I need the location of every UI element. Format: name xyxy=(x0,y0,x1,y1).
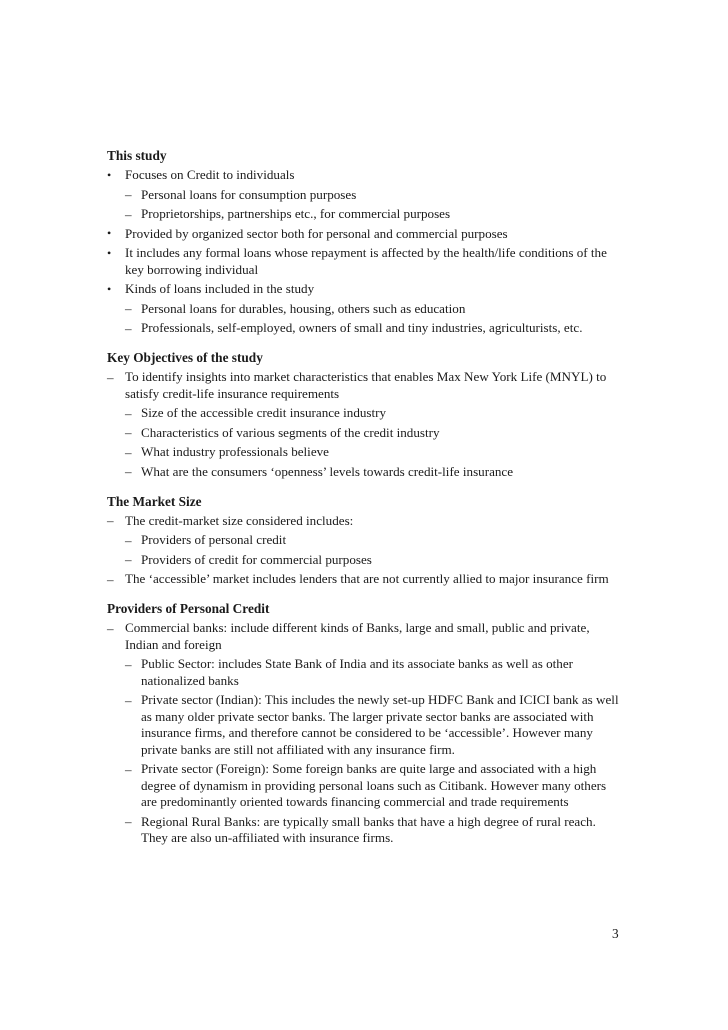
list-item-text: Commercial banks: include different kinds of Banks, large and small, public and private, Indian and foreign xyxy=(125,620,590,652)
section-heading: The Market Size xyxy=(107,493,202,509)
list-item xyxy=(107,166,622,186)
list-item xyxy=(107,511,622,531)
section xyxy=(107,348,622,482)
dash-marker: – xyxy=(107,620,114,636)
dash-marker: – xyxy=(107,571,114,587)
sub-list-item xyxy=(107,185,622,205)
dash-marker: – xyxy=(125,301,132,316)
dash-marker: – xyxy=(107,513,114,528)
dash-marker: – xyxy=(125,405,132,421)
list-item-text: Personal loans for consumption purposes xyxy=(141,186,357,202)
list-item-text: Characteristics of various segments of the credit industry xyxy=(141,424,440,440)
sub-list-item xyxy=(107,691,622,760)
list-item-text: Proprietorships, partnerships etc., for commercial purposes xyxy=(141,206,451,221)
list-item-text: Private sector (Indian): This includes the newly set-up HDFC Bank and ICICI bank as well as many older private sector banks. The larger private sector banks are associated with insurance firms, and therefore cannot be considered to be ‘accessible’. However many private banks are still not affiliated with any insurance firm. xyxy=(141,692,619,757)
dash-marker: – xyxy=(125,187,132,202)
list-item-text: The ‘accessible’ market includes lenders that are not currently allied to major insurance firm xyxy=(125,571,609,586)
list-item xyxy=(107,368,622,404)
list-item xyxy=(107,224,622,244)
list-item-text: Size of the accessible credit insurance industry xyxy=(141,405,387,420)
dash-marker: – xyxy=(107,369,114,385)
dash-marker: – xyxy=(125,320,132,336)
list-item-text: What are the consumers ‘openness’ levels towards credit-life insurance xyxy=(141,463,514,479)
list-item-text: Providers of credit for commercial purposes xyxy=(141,551,372,567)
bullet-marker: • xyxy=(107,167,112,182)
list-item-text: Regional Rural Banks: are typically small banks that have a high degree of rural reach. They are also un-affiliated with insurance firms. xyxy=(141,813,596,845)
section xyxy=(107,146,622,338)
bullet-marker: • xyxy=(107,281,112,296)
list-item-text: Professionals, self-employed, owners of small and tiny industries, agriculturists, etc. xyxy=(141,320,583,335)
list-item-text: Focuses on Credit to individuals xyxy=(125,167,295,182)
sub-list-item xyxy=(107,531,622,551)
section-heading: Key Objectives of the study xyxy=(107,350,263,365)
sub-list-item xyxy=(107,423,622,443)
section-heading: This study xyxy=(107,148,167,163)
list-item-text: Public Sector: includes State Bank of India and its associate banks as well as other nationalized banks xyxy=(141,656,573,688)
bullet-marker: • xyxy=(107,226,112,240)
list-item xyxy=(107,619,622,655)
dash-marker: – xyxy=(125,814,132,829)
dash-marker: – xyxy=(125,656,132,672)
list-item-text: Personal loans for durables, housing, others such as education xyxy=(141,300,466,316)
dash-marker: – xyxy=(125,532,132,548)
sub-list-item xyxy=(107,319,622,339)
sub-list-item xyxy=(107,404,622,424)
sub-list-item xyxy=(107,443,622,463)
sub-list-item xyxy=(107,812,622,848)
section xyxy=(107,492,622,590)
page-number: 3 xyxy=(612,926,619,941)
sub-list-item xyxy=(107,299,622,319)
sub-list-item xyxy=(107,655,622,691)
dash-marker: – xyxy=(125,444,132,460)
list-item-text: The credit-market size considered includes: xyxy=(125,512,354,528)
document-body xyxy=(107,146,622,858)
list-item xyxy=(107,570,622,590)
dash-marker: – xyxy=(125,761,132,777)
sub-list-item xyxy=(107,462,622,482)
dash-marker: – xyxy=(125,206,132,222)
list-item xyxy=(107,244,622,280)
sub-list-item xyxy=(107,550,622,570)
list-item xyxy=(107,280,622,300)
list-item-text: What industry professionals believe xyxy=(141,444,329,459)
section xyxy=(107,599,622,848)
section-heading: Providers of Personal Credit xyxy=(107,601,270,616)
list-item-text: It includes any formal loans whose repayment is affected by the health/life conditions of the key borrowing individual xyxy=(125,245,607,277)
dash-marker: – xyxy=(125,552,132,567)
list-item-text: Private sector (Foreign): Some foreign banks are quite large and associated with a high degree of dynamism in providing personal loans such as Citibank. However many others are predominantly oriented towards financing commercial and trade requirements xyxy=(141,761,607,809)
list-item-text: To identify insights into market characteristics that enables Max New York Life (MNYL) to satisfy credit-life insurance requirements xyxy=(125,369,607,401)
list-item-text: Kinds of loans included in the study xyxy=(125,281,315,296)
dash-marker: – xyxy=(125,464,132,479)
sub-list-item xyxy=(107,205,622,225)
dash-marker: – xyxy=(125,425,132,440)
list-item-text: Providers of personal credit xyxy=(141,532,287,547)
list-item-text: Provided by organized sector both for personal and commercial purposes xyxy=(125,225,508,241)
bullet-marker: • xyxy=(107,245,112,260)
dash-marker: – xyxy=(125,692,132,708)
sub-list-item xyxy=(107,760,622,813)
